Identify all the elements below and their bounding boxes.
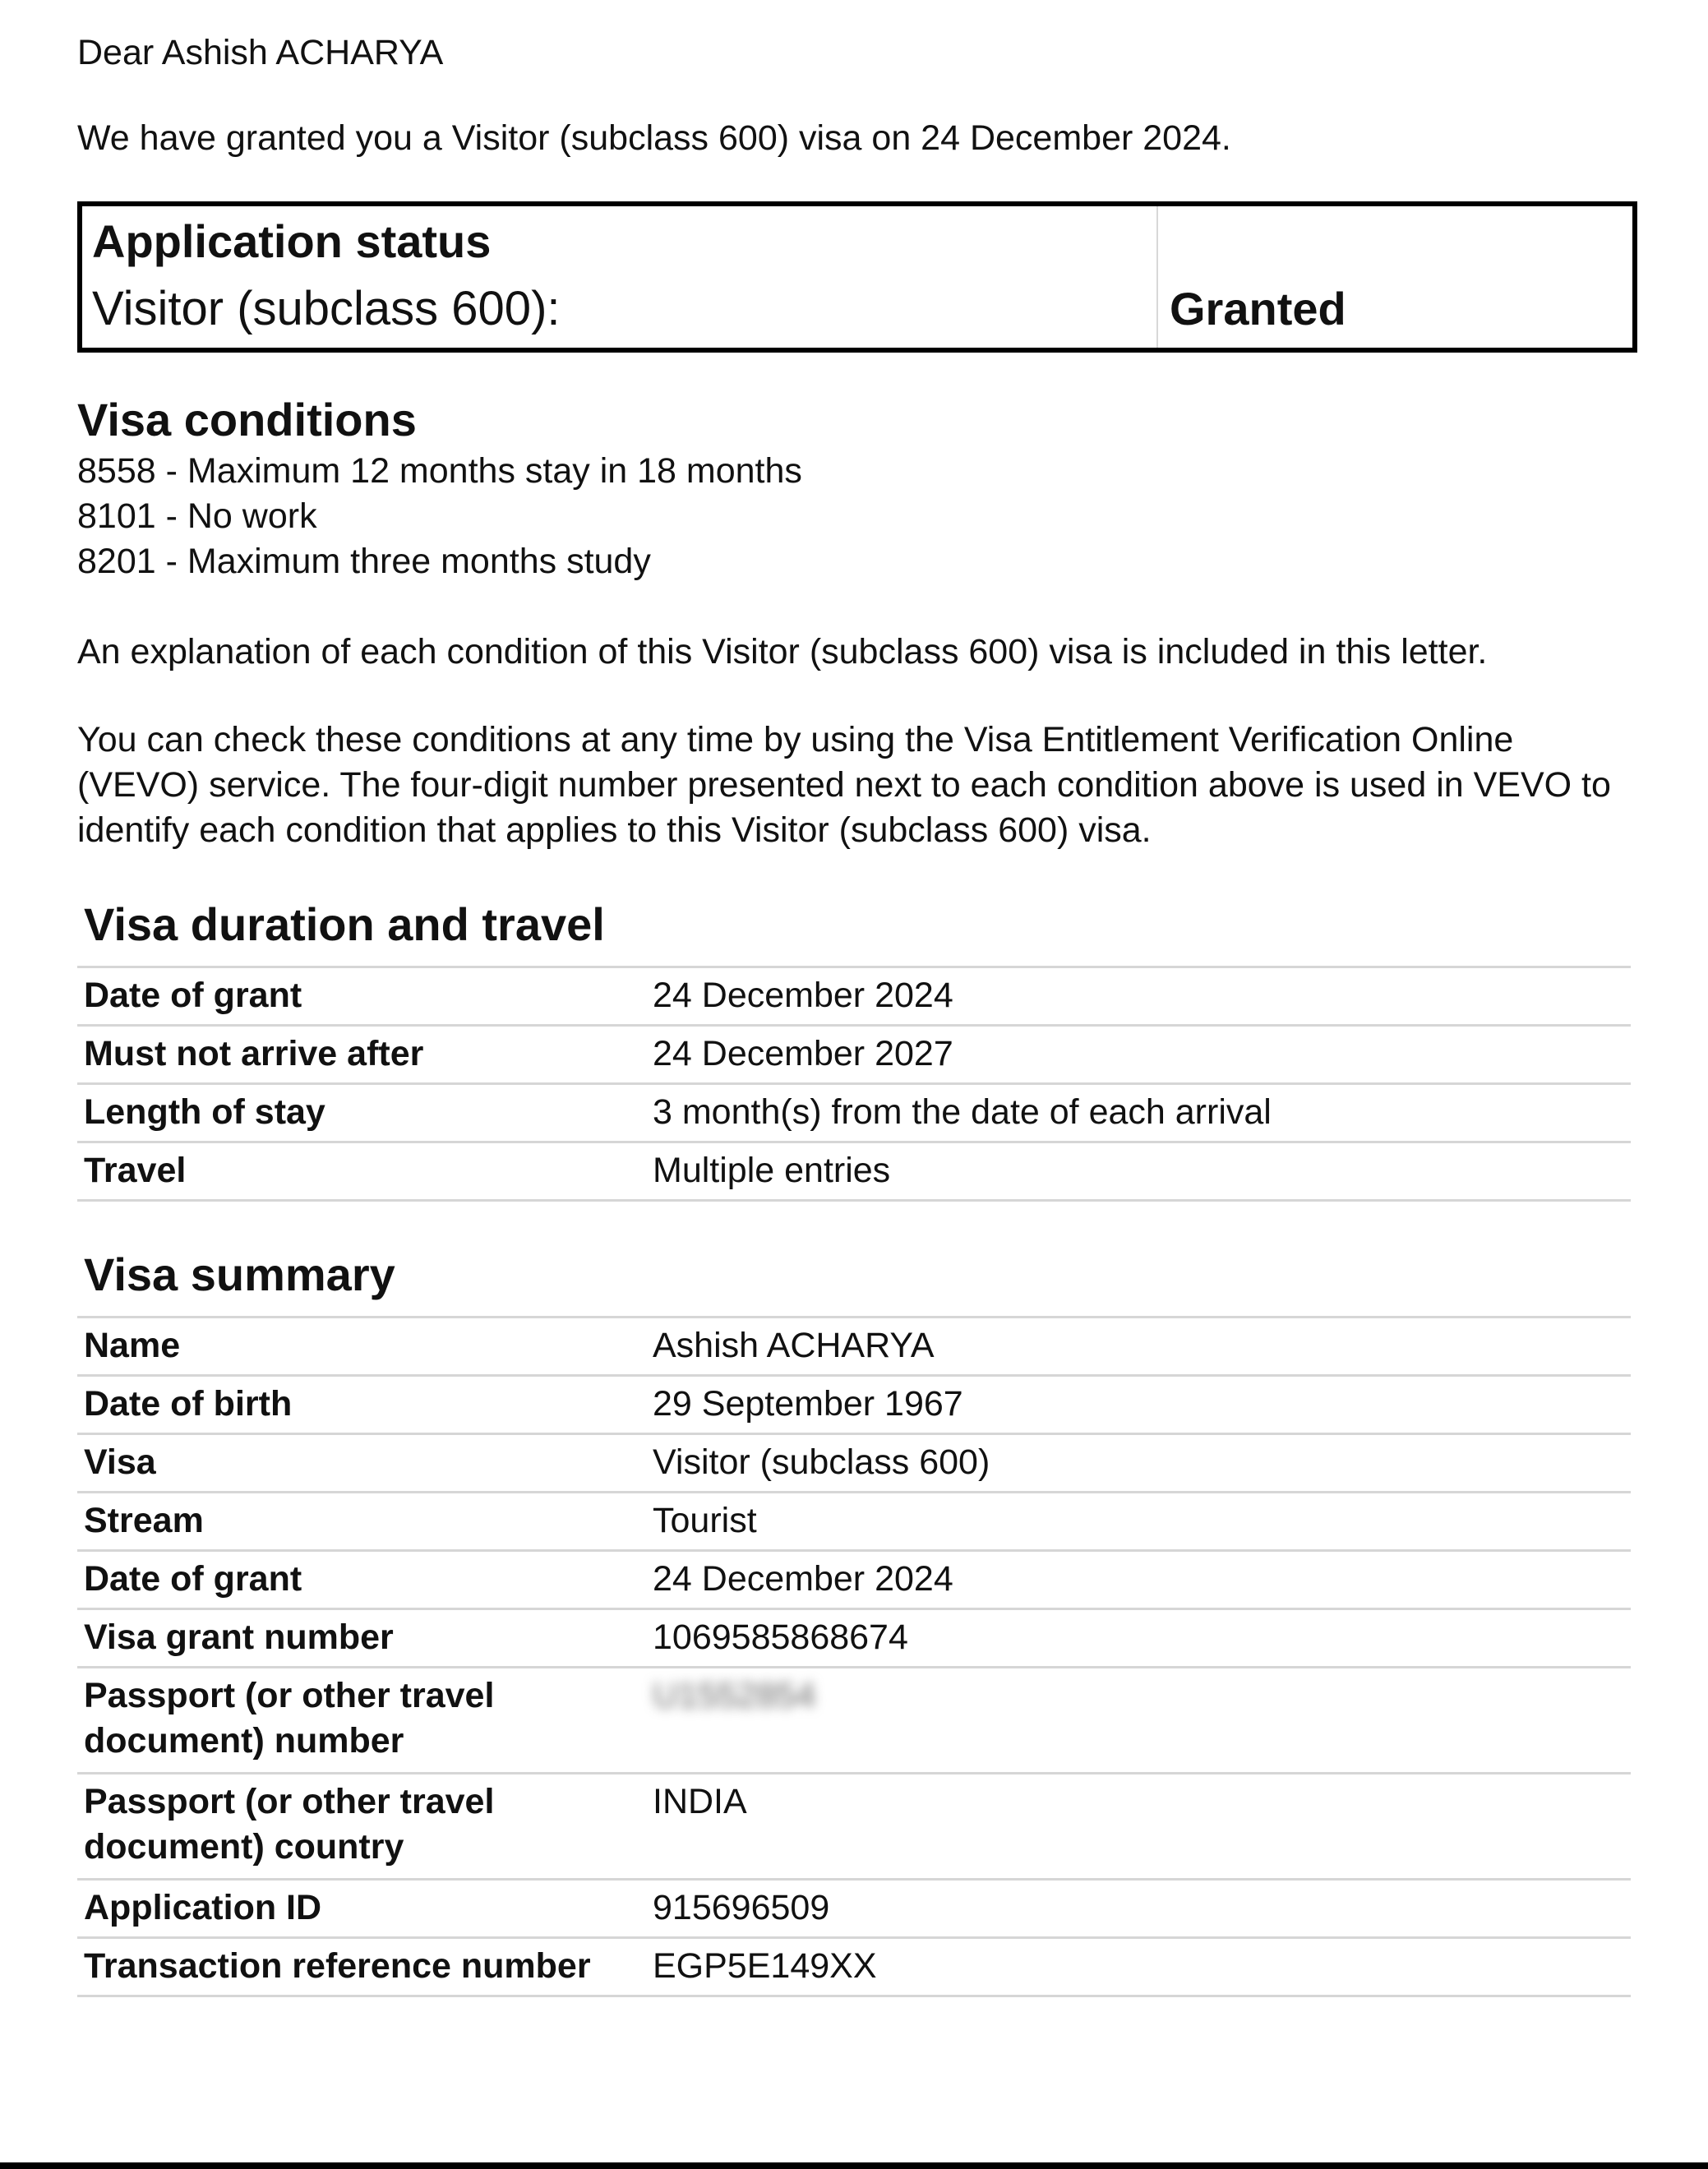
row-label: Name [84, 1326, 181, 1365]
row-value: 24 December 2024 [653, 976, 953, 1015]
visa-conditions-heading: Visa conditions [77, 394, 417, 445]
table-row [77, 1318, 1631, 1377]
row-label: Length of stay [84, 1092, 325, 1132]
table-row [77, 1668, 1631, 1774]
table-row [77, 1085, 1631, 1143]
table-row [77, 1552, 1631, 1610]
visa-summary-heading: Visa summary [84, 1248, 395, 1300]
row-value: Tourist [653, 1501, 757, 1540]
row-value: INDIA [653, 1782, 747, 1821]
table-row [77, 1377, 1631, 1435]
duration-travel-table [77, 966, 1631, 1202]
table-row [77, 1610, 1631, 1668]
redacted-passport-number: U1552854 [653, 1676, 816, 1715]
duration-travel-heading: Visa duration and travel [84, 898, 605, 950]
row-value: 24 December 2024 [653, 1559, 953, 1599]
page-bottom-rule [0, 2162, 1708, 2169]
status-divider [1156, 206, 1158, 348]
table-row [77, 968, 1631, 1027]
row-value: Visitor (subclass 600) [653, 1442, 990, 1482]
table-row [77, 1774, 1631, 1881]
greeting: Dear Ashish ACHARYA [77, 33, 444, 72]
row-value: Multiple entries [653, 1151, 891, 1190]
table-row [77, 1143, 1631, 1202]
conditions-explanation: An explanation of each condition of this Visitor (subclass 600) visa is included in this letter. [77, 632, 1488, 671]
visa-summary-table [77, 1316, 1631, 1997]
row-label: Application ID [84, 1888, 322, 1927]
table-row [77, 1493, 1631, 1552]
row-label: Visa [84, 1442, 156, 1482]
row-value: 29 September 1967 [653, 1384, 963, 1424]
row-value [653, 1668, 1631, 1772]
row-label: Date of grant [84, 1559, 302, 1599]
row-label: Date of birth [84, 1384, 293, 1424]
vevo-note: You can check these conditions at any time by using the Visa Entitlement Verification Online (VEVO) service. The four-digit number presented next to each condition above is used in VEVO to identify each condition that applies to this Visitor (subclass 600) visa. [77, 720, 1611, 850]
visa-conditions-list [77, 449, 802, 584]
row-label: Transaction reference number [84, 1946, 591, 1986]
row-label: Passport (or other travel document) country [84, 1782, 495, 1867]
row-value: 915696509 [653, 1888, 830, 1927]
row-value: 1069585868674 [653, 1618, 908, 1657]
visa-condition-item: 8558 - Maximum 12 months stay in 18 months [77, 451, 802, 491]
table-row [77, 1435, 1631, 1493]
visa-condition-item: 8101 - No work [77, 496, 317, 536]
row-value: EGP5E149XX [653, 1946, 877, 1986]
row-label: Passport (or other travel document) number [84, 1676, 495, 1761]
row-value: 3 month(s) from the date of each arrival [653, 1092, 1272, 1132]
table-row [77, 1027, 1631, 1085]
grant-statement: We have granted you a Visitor (subclass 600) visa on 24 December 2024. [77, 118, 1231, 158]
row-label: Must not arrive after [84, 1034, 424, 1073]
row-value: Ashish ACHARYA [653, 1326, 935, 1365]
table-row [77, 1881, 1631, 1939]
row-value: 24 December 2027 [653, 1034, 953, 1073]
table-row [77, 1939, 1631, 1997]
application-status-box [77, 201, 1637, 353]
application-status-value: Granted [1170, 283, 1346, 335]
row-label: Stream [84, 1501, 204, 1540]
application-status-visa-label: Visitor (subclass 600): [92, 282, 561, 335]
application-status-heading: Application status [92, 215, 492, 267]
visa-condition-item: 8201 - Maximum three months study [77, 542, 651, 581]
row-label: Travel [84, 1151, 187, 1190]
row-label: Visa grant number [84, 1618, 394, 1657]
row-label: Date of grant [84, 976, 302, 1015]
